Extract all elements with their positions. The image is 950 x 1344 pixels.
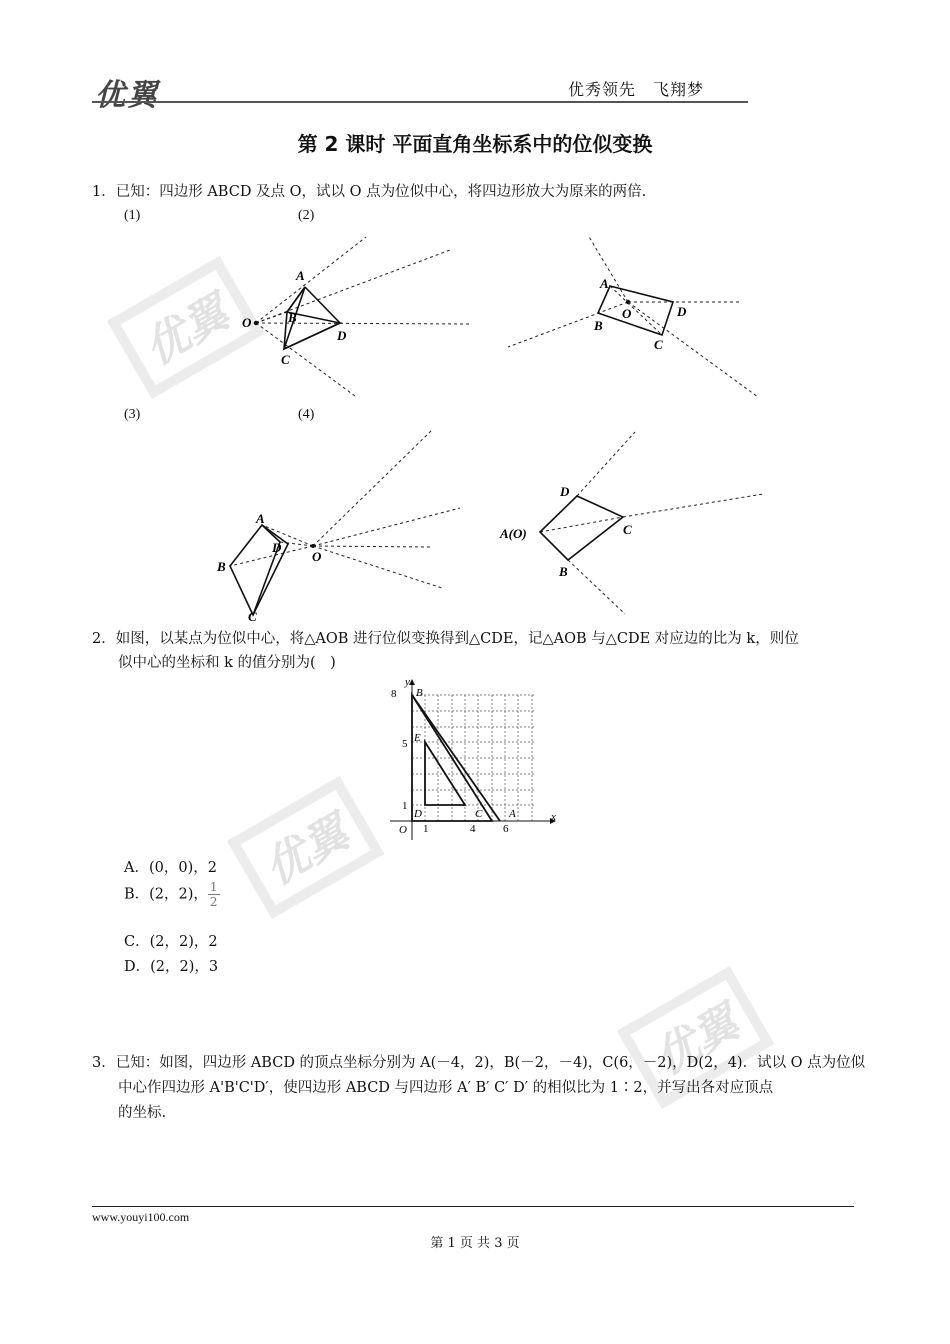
- svg-text:8: 8: [391, 688, 397, 700]
- footer-divider: [92, 1206, 854, 1207]
- point-label-O: O: [242, 315, 252, 330]
- svg-text:B: B: [217, 559, 226, 574]
- question-2-text-line1: 2．如图，以某点为位似中心，将△AOB 进行位似变换得到△CDE，记△AOB 与△CDE 对应边的比为 k，则位: [92, 631, 799, 647]
- svg-text:B: B: [416, 687, 423, 699]
- svg-text:A: A: [600, 276, 609, 291]
- svg-text:O: O: [622, 306, 632, 321]
- fraction: $\frac{1}{2}$: [209, 880, 218, 909]
- watermark: 优翼: [222, 762, 398, 927]
- svg-text:D: D: [272, 540, 282, 555]
- svg-text:E: E: [414, 732, 421, 744]
- option-a[interactable]: A．(0，0)，2: [124, 860, 217, 876]
- svg-text:C: C: [475, 808, 483, 820]
- option-d[interactable]: D．(2，2)，3: [124, 959, 219, 975]
- option-c[interactable]: C．(2，2)，2: [124, 934, 218, 950]
- svg-text:1: 1: [402, 800, 408, 812]
- point-label-D: D: [337, 328, 347, 343]
- svg-text:x: x: [551, 811, 556, 823]
- svg-text:C: C: [654, 337, 663, 352]
- svg-text:D: D: [414, 808, 422, 820]
- svg-text:B: B: [559, 564, 568, 579]
- svg-text:1: 1: [423, 823, 429, 835]
- point-label-A: A: [296, 268, 305, 283]
- question-2-text-line2: 似中心的坐标和 k 的值分别为( ): [118, 655, 336, 671]
- point-label-C: C: [281, 352, 290, 367]
- footer-url[interactable]: www.youyi100.com: [92, 1210, 190, 1224]
- svg-text:O: O: [312, 549, 322, 564]
- svg-text:A: A: [509, 808, 516, 820]
- svg-text:D: D: [560, 484, 570, 499]
- svg-text:B: B: [594, 318, 603, 333]
- figure-label-2: (2): [298, 208, 315, 223]
- figure-label-1: (1): [124, 208, 141, 223]
- svg-text:A: A: [256, 511, 265, 526]
- header-logo: 优翼: [95, 78, 159, 113]
- question-2-graph: [385, 675, 565, 847]
- figure-label-3: (3): [124, 407, 141, 422]
- figure-3: [210, 428, 470, 628]
- figure-4: [495, 428, 775, 628]
- watermark: 优翼: [612, 952, 788, 1117]
- figure-2: [500, 230, 770, 405]
- svg-text:5: 5: [402, 738, 408, 750]
- question-3-line2: 中心作四边形 A'B'C'D′，使四边形 ABCD 与四边形 A′ B′ C′ D′ 的相似比为 1∶2，并写出各对应顶点: [118, 1080, 774, 1096]
- svg-text:D: D: [677, 304, 687, 319]
- svg-text:C: C: [248, 609, 257, 624]
- watermark: 优翼: [102, 242, 278, 407]
- header-divider: [92, 101, 748, 103]
- svg-text:A(O): A(O): [500, 526, 527, 541]
- figure-label-4: (4): [298, 407, 315, 422]
- header-slogan: 优秀领先 飞翔梦: [568, 80, 705, 99]
- svg-text:6: 6: [503, 823, 509, 835]
- svg-text:O: O: [399, 824, 407, 836]
- svg-text:C: C: [623, 522, 632, 537]
- option-b[interactable]: B．(2，2)， $\frac{1}{2}$: [124, 880, 218, 909]
- svg-text:4: 4: [470, 823, 476, 835]
- question-3-line1: 3．已知：如图，四边形 ABCD 的顶点坐标分别为 A(－4，2)，B(－2，－4)，C(6，－2)，D(2，4)．试以 O 点为位似: [92, 1055, 866, 1071]
- question-3-line3: 的坐标.: [118, 1105, 167, 1121]
- page-number: 第 1 页 共 3 页: [430, 1236, 520, 1251]
- question-1-text: 1．已知：四边形 ABCD 及点 O，试以 O 点为位似中心，将四边形放大为原来的两倍.: [92, 184, 647, 200]
- page-title: 第 2 课时 平面直角坐标系中的位似变换: [297, 132, 653, 156]
- point-label-B: B: [288, 310, 297, 325]
- figure-1: [230, 230, 480, 405]
- svg-text:y: y: [405, 676, 410, 688]
